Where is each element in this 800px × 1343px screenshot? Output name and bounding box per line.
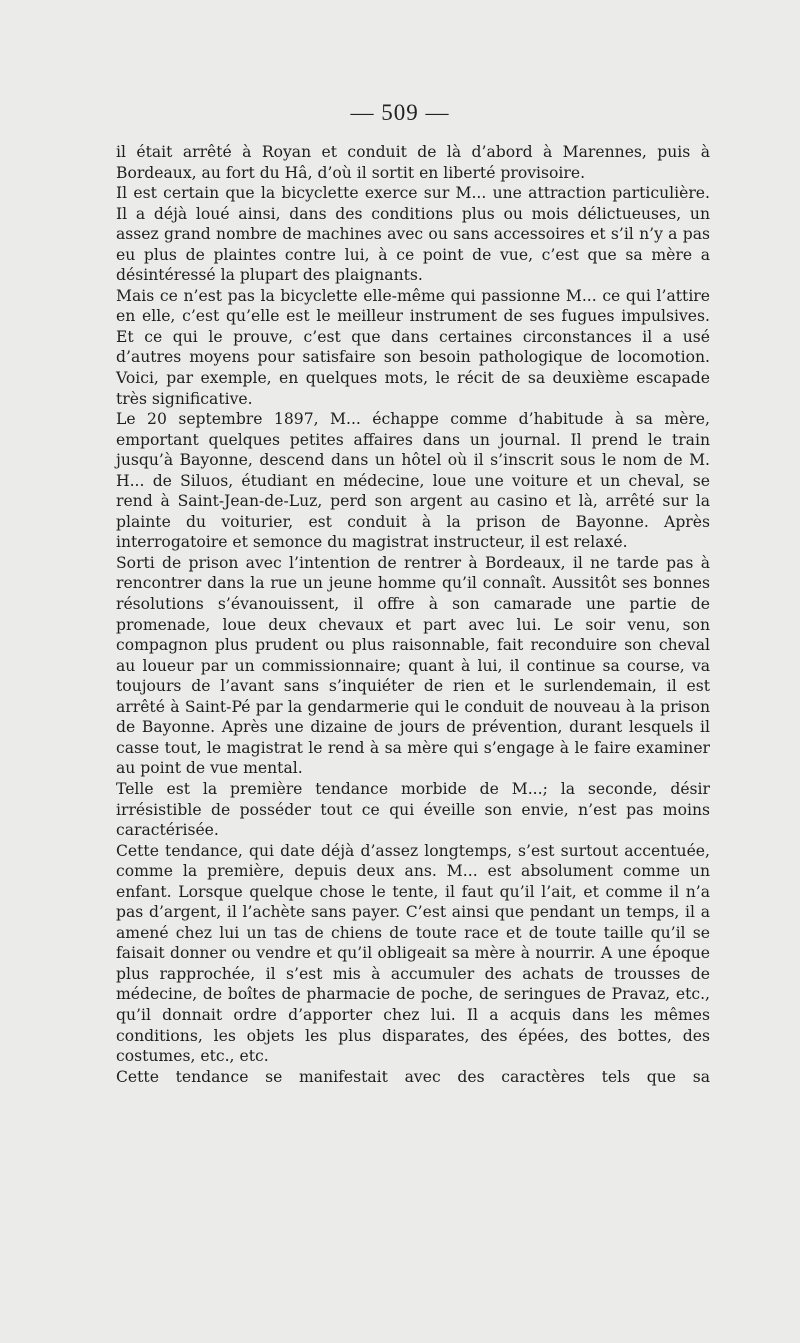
paragraph: il était arrêté à Royan et conduit de là d’abord à Marennes, puis à Bordeaux, au fort du Hâ, d’où il sortit en liberté provisoire. (116, 143, 710, 182)
paragraph: Mais ce n’est pas la bicyclette elle-même qui passionne M... ce qui l’attire en elle, c’est qu’elle est le meilleur instrument de ses fugues impulsives. Et ce qui le prouve, c’est que dans certaines circonstances il a usé d’autres moyens pour satisfaire son besoin pathologique de locomotion. Voici, par exemple, en quelques mots, le récit de sa deuxième escapade très significative. (116, 286, 710, 408)
paragraph: Le 20 septembre 1897, M... échappe comme d’habitude à sa mère, emportant quelques petites affaires dans un journal. Il prend le train jusqu’à Bayonne, descend dans un hôtel où il s’inscrit sous le nom de M. H... de Siluos, étudiant en médecine, loue une voiture et un cheval, se rend à Saint-Jean-de-Luz, perd son argent au casino et là, arrêté sur la plainte du voiturier, est conduit à la prison de Bayonne. Après interrogatoire et semonce du magistrat instructeur, il est relaxé. (116, 410, 710, 552)
body-text (116, 142, 710, 1087)
paragraph: Telle est la première tendance morbide de M...; la seconde, désir irrésistible de posséder tout ce qui éveille son envie, n’est pas moins caractérisée. (116, 779, 710, 840)
paragraph: Sorti de prison avec l’intention de rentrer à Bordeaux, il ne tarde pas à rencontrer dans la rue un jeune homme qu’il connaît. Aussitôt ses bonnes résolutions s’évanouissent, il offre à son camarade une partie de promenade, loue deux chevaux et part avec lui. Le soir venu, son compagnon plus prudent ou plus raisonnable, fait reconduire son cheval au loueur par un commissionnaire; quant à lui, il continue sa course, va toujours de l’avant sans s’inquiéter de rien et le surlendemain, il est arrêté à Saint-Pé par la gendarmerie qui le conduit de nouveau à la prison de Bayonne. Après une dizaine de jours de prévention, durant lesquels il casse tout, le magistrat le rend à sa mère qui s’engage à le faire examiner au point de vue mental. (116, 553, 710, 778)
paragraph: Cette tendance se manifestait avec des caractères tels que sa (116, 1067, 710, 1086)
paragraph: Cette tendance, qui date déjà d’assez longtemps, s’est surtout accentuée, comme la première, depuis deux ans. M... est absolument comme un enfant. Lorsque quelque chose le tente, il faut qu’il l’ait, et comme il n’a pas d’argent, il l’achète sans payer. C’est ainsi que pendant un temps, il a amené chez lui un tas de chiens de toute race et de toute taille qu’il se faisait donner ou vendre et qu’il obligeait sa mère à nourrir. A une époque plus rapprochée, il s’est mis à accumuler des achats de trousses de médecine, de boîtes de pharmacie de poche, de seringues de Pravaz, etc., qu’il donnait ordre d’apporter chez lui. Il a acquis dans les mêmes conditions, les objets les plus disparates, des épées, des bottes, des costumes, etc., etc. (116, 841, 710, 1066)
page-number: — 509 — (350, 100, 450, 125)
paragraph: Il est certain que la bicyclette exerce sur M... une attraction particulière. Il a déjà loué ainsi, dans des conditions plus ou mois délictueuses, un assez grand nombre de machines avec ou sans accessoires et s’il n’y a pas eu plus de plaintes contre lui, à ce point de vue, c’est que sa mère a désintéressé la plupart des plaignants. (116, 184, 710, 285)
